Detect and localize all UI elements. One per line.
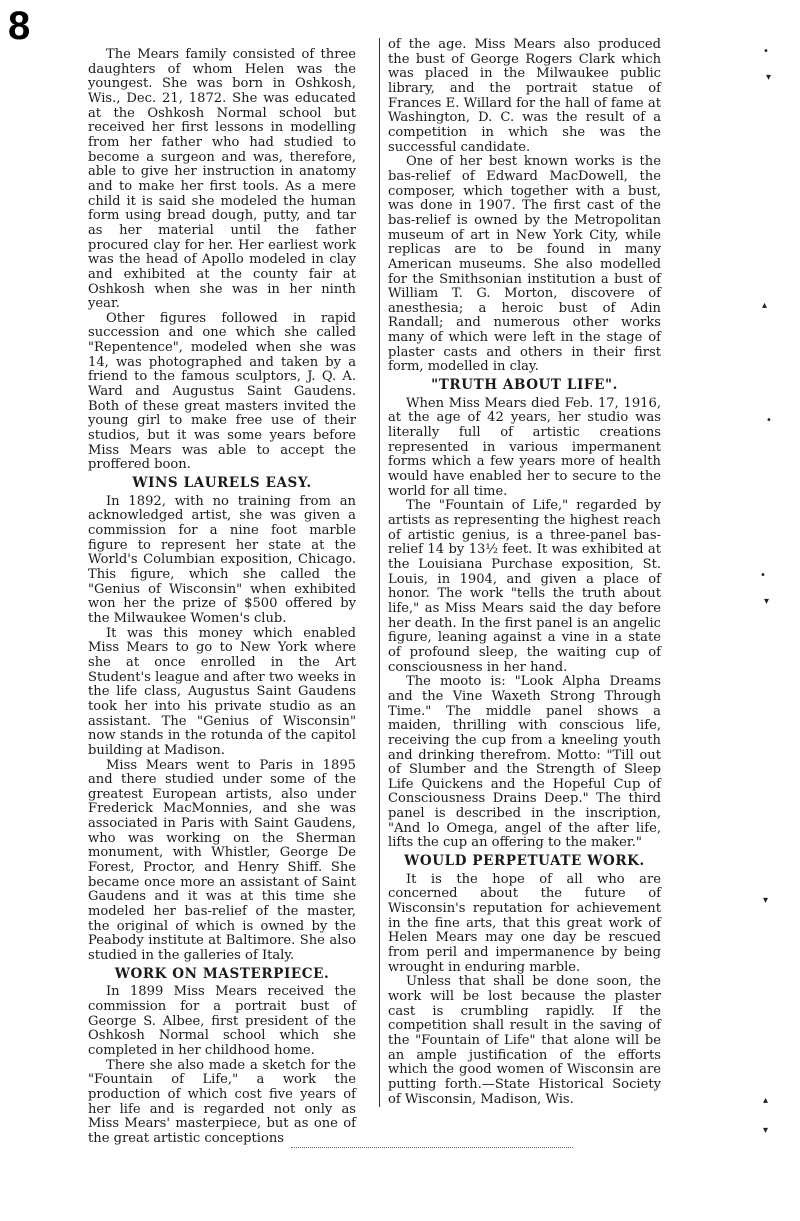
margin-speck: ▾: [763, 895, 769, 906]
margin-speck: ▴: [763, 1095, 769, 1106]
margin-speck: ▴: [762, 300, 768, 311]
article-paragraph: It is the hope of all who are concerned about the future of Wisconsin's reputation for achievement in the fine arts, that this great work of Helen Mears may one day be rescued from peril and impermanence by being wrought in enduring marble.: [388, 871, 661, 975]
left-column: [88, 48, 356, 1147]
section-heading: "TRUTH ABOUT LIFE".: [431, 377, 618, 394]
margin-speck: •: [760, 570, 766, 581]
article-paragraph: Other figures followed in rapid succession and one which she called "Repentence", modeled when she was 14, was photographed and taken by a friend to the famous sculptors, J. Q. A. Ward and Augustus Saint Gaudens. Both of these great masters invited the young girl to make free use of their studios, but it was some years before Miss Mears was able to accept the proffered boon.: [88, 310, 356, 473]
article-paragraph: When Miss Mears died Feb. 17, 1916, at the age of 42 years, her studio was literally full of artistic creations represented in various impermanent forms which a few years more of health would have enabled her to secure to the world for all time.: [388, 395, 661, 499]
article-paragraph: The Mears family consisted of three daughters of whom Helen was the youngest. She was born in Oshkosh, Wis., Dec. 21, 1872. She was educated at the Oshkosh Normal school but received her first lessons in modelling from her father who had studied to become a surgeon and was, therefore, able to give her instruction in anatomy and to make her first tools. As a mere child it is said she modeled the human form using bread dough, putty, and tar as her material until the father procured clay for her. Her earliest work was the head of Apollo modeled in clay and exhibited at the county fair at Oshkosh when she was in her ninth year.: [88, 47, 356, 312]
page-number: 8: [8, 4, 31, 48]
article-paragraph: In 1892, with no training from an acknowledged artist, she was given a commission for a nine foot marble figure to represent her state at the World's Columbian exposition, Chicago. This figure, which she called the "Genius of Wisconsin" when exhibited won her the prize of $500 offered by the Milwaukee Women's club.: [88, 493, 356, 626]
article-paragraph: In 1899 Miss Mears received the commission for a portrait bust of George S. Albee, first president of the Oshkosh Normal school which she completed in her childhood home.: [88, 984, 356, 1058]
article-paragraph: Unless that shall be done soon, the work will be lost because the plaster cast is crumbling rapidly. If the competition shall result in the saving of the "Fountain of Life" that alone will be an ample justification of the efforts which the good women of Wisconsin are putting forth.—State Historical Society of Wisconsin, Madison, Wis.: [388, 974, 661, 1107]
article-paragraph: The "Fountain of Life," regarded by artists as representing the highest reach of artistic genius, is a three-panel bas-relief 14 by 13½ feet. It was exhibited at the Louisiana Purchase exposition, St. Louis, in 1904, and given a place of honor. The work "tells the truth about life," as Miss Mears said the day before her death. In the first panel is an angelic figure, leaning against a vine in a state of profound sleep, the waiting cup of consciousness in her hand.: [388, 498, 661, 675]
newspaper-clipping: [88, 38, 668, 1198]
margin-speck: ▾: [766, 72, 772, 83]
section-heading: WORK ON MASTERPIECE.: [114, 965, 330, 982]
article-paragraph: One of her best known works is the bas-relief of Edward MacDowell, the composer, which together with a bust, was done in 1907. The first cast of the bas-relief is owned by the Metropolitan museum of art in New York City, while replicas are to be found in many American museums. She also modelled for the Smithsonian institution a bust of William T. G. Morton, discovere of anesthesia; a heroic bust of Adin Randall; and numerous other works many of which were left in the stage of plaster casts and others in their first form, modelled in clay.: [388, 154, 661, 375]
column-end-rule: [291, 1147, 573, 1148]
right-column: [379, 38, 661, 1107]
margin-speck: •: [766, 415, 772, 426]
margin-speck: ▾: [764, 596, 770, 607]
article-paragraph: of the age. Miss Mears also produced the bust of George Rogers Clark which was placed in the Milwaukee public library, and the portrait statue of Frances E. Willard for the hall of fame at Washington, D. C. was the result of a competition in which she was the successful candidate.: [388, 37, 661, 155]
article-paragraph: There she also made a sketch for the "Fountain of Life," a work the production of which cost five years of her life and is regarded not only as Miss Mears' masterpiece, but as one of the great artistic conceptions: [88, 1057, 356, 1146]
article-paragraph: Miss Mears went to Paris in 1895 and there studied under some of the greatest European artists, also under Frederick MacMonnies, and she was associated in Paris with Saint Gaudens, who was working on the Sherman monument, with Whistler, George De Forest, Proctor, and Henry Shiff. She became once more an assistant of Saint Gaudens and it was at this time she modeled her bas-relief of the master, the original of which is owned by the Peabody institute at Baltimore. She also studied in the galleries of Italy.: [88, 757, 356, 964]
article-paragraph: The mooto is: "Look Alpha Dreams and the Vine Waxeth Strong Through Time." The middle panel shows a maiden, thrilling with conscious life, receiving the cup from a kneeling youth and drinking therefrom. Motto: "Till out of Slumber and the Strength of Sleep Life Quickens and the Hopeful Cup of Consciousness Drains Deep." The third panel is described in the inscription, "And lo Omega, angel of the after life, lifts the cup an offering to the maker.": [388, 674, 661, 851]
margin-speck: ▾: [763, 1125, 769, 1136]
section-heading: WINS LAURELS EASY.: [132, 475, 312, 492]
article-paragraph: It was this money which enabled Miss Mears to go to New York where she at once enrolled in the Art Student's league and after two weeks in the life class, Augustus Saint Gaudens took her into his private studio as an assistant. The "Genius of Wisconsin" now stands in the rotunda of the capitol building at Madison.: [88, 625, 356, 758]
section-heading: WOULD PERPETUATE WORK.: [404, 853, 645, 870]
margin-speck: •: [763, 46, 769, 57]
